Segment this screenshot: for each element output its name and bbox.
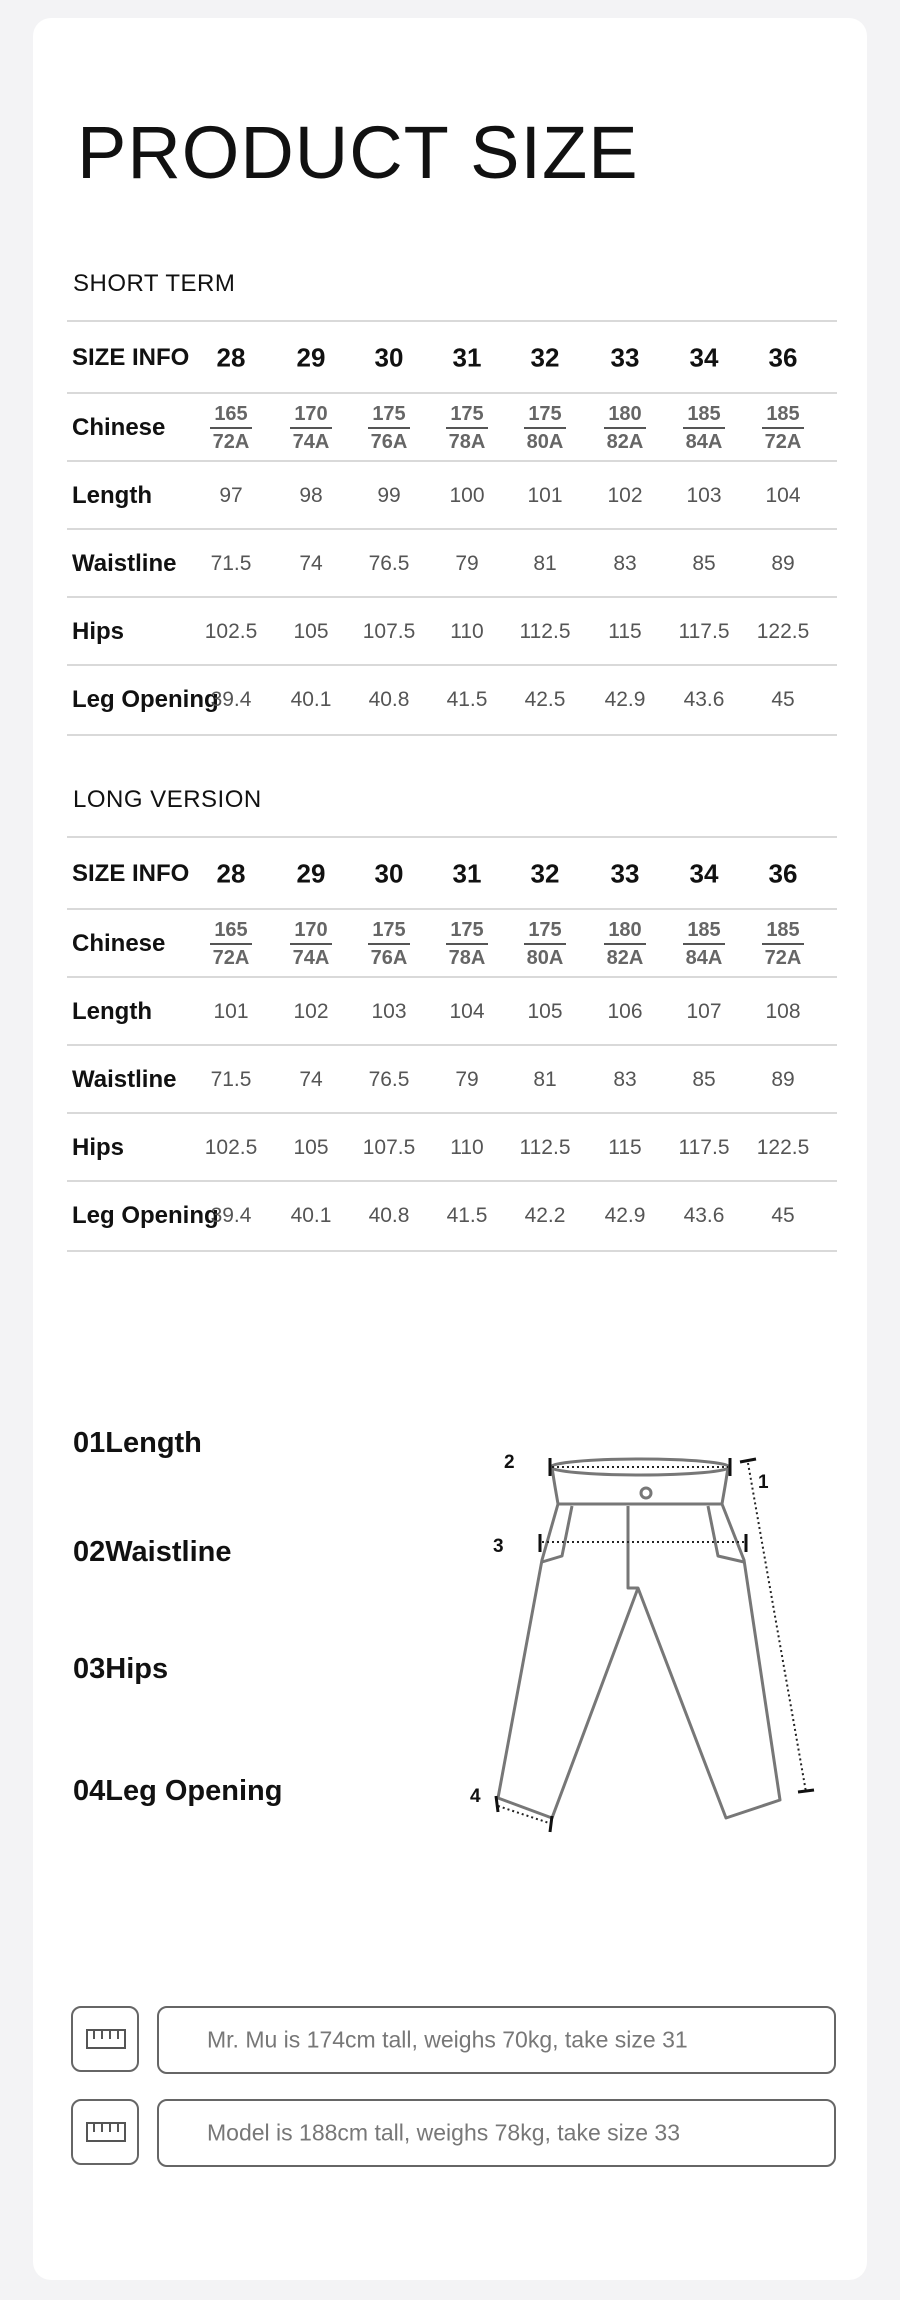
table-row	[67, 460, 837, 530]
measurement-cell: 115	[608, 620, 642, 643]
measurement-cell: 122.5	[756, 1136, 810, 1159]
row-label: Chinese	[72, 414, 166, 441]
chinese-size-cell	[273, 401, 349, 455]
chinese-size-fraction	[368, 401, 409, 455]
body-type-value: 74A	[292, 431, 330, 453]
table-header-row	[67, 320, 837, 394]
measurement-cell: 117.5	[678, 1136, 730, 1159]
chinese-size-fraction	[290, 401, 331, 455]
size-column-header: 33	[610, 342, 640, 373]
marker-2: 2	[504, 1452, 515, 1473]
measurement-cell: 79	[455, 552, 479, 575]
height-value: 175	[524, 917, 565, 945]
table-row	[67, 664, 837, 736]
size-column-header: 33	[610, 858, 640, 889]
measurement-cell: 43.6	[683, 688, 725, 711]
size-column-header: 32	[530, 342, 560, 373]
size-column-header: 31	[452, 342, 482, 373]
measurement-cell: 103	[371, 1000, 407, 1023]
table-row-chinese	[67, 392, 837, 462]
row-label: Waistline	[72, 1066, 177, 1093]
section-title-short: SHORT TERM	[73, 270, 236, 297]
ruler-icon	[71, 2006, 139, 2072]
height-value: 175	[524, 401, 565, 429]
chinese-size-cell	[745, 917, 821, 971]
chinese-size-fraction	[210, 917, 251, 971]
chinese-size-cell	[587, 401, 663, 455]
measurement-cell: 40.8	[368, 688, 410, 711]
measurement-cell: 42.2	[524, 1204, 566, 1227]
measurement-cell: 89	[771, 1068, 795, 1091]
body-type-value: 72A	[764, 947, 802, 969]
row-label: SIZE INFO	[72, 344, 190, 371]
size-column-header: 36	[768, 342, 798, 373]
size-column-header: 31	[452, 858, 482, 889]
measurement-cell: 42.9	[604, 1204, 646, 1227]
measurement-cell: 74	[299, 552, 323, 575]
model-note-text: Model is 188cm tall, weighs 78kg, take size 33	[207, 2119, 681, 2146]
body-type-value: 72A	[212, 431, 250, 453]
chinese-size-fraction	[524, 917, 565, 971]
left-pocket	[542, 1506, 572, 1562]
size-column-header: 34	[689, 858, 719, 889]
button	[641, 1488, 651, 1498]
height-value: 185	[762, 401, 803, 429]
chinese-size-cell	[745, 401, 821, 455]
size-column-header: 28	[216, 858, 246, 889]
measurement-cell: 81	[533, 1068, 557, 1091]
size-column-header: 29	[296, 342, 326, 373]
table-header-row	[67, 836, 837, 910]
height-value: 185	[762, 917, 803, 945]
table-row-chinese	[67, 908, 837, 978]
measurement-cell: 89	[771, 552, 795, 575]
measurement-cell: 107	[686, 1000, 722, 1023]
chinese-size-fraction	[446, 917, 487, 971]
measurement-cell: 41.5	[446, 688, 488, 711]
legend-length: 01Length	[73, 1427, 202, 1459]
chinese-size-fraction	[762, 401, 803, 455]
height-value: 185	[683, 917, 724, 945]
height-value: 165	[210, 917, 251, 945]
chinese-size-cell	[273, 917, 349, 971]
measurement-cell: 112.5	[519, 1136, 571, 1159]
measurement-cell: 39.4	[210, 688, 252, 711]
chinese-size-cell	[351, 401, 427, 455]
measurement-cell: 102	[293, 1000, 329, 1023]
measurement-cell: 104	[765, 484, 801, 507]
chinese-size-fraction	[368, 917, 409, 971]
chinese-size-fraction	[210, 401, 251, 455]
measurement-cell: 103	[686, 484, 722, 507]
legend-hips: 03Hips	[73, 1653, 169, 1685]
measurement-cell: 112.5	[519, 620, 571, 643]
legend-waistline: 02Waistline	[73, 1536, 232, 1568]
measurement-cell: 40.8	[368, 1204, 410, 1227]
body-type-value: 82A	[606, 947, 644, 969]
measurement-cell: 76.5	[368, 1068, 410, 1091]
body-type-value: 84A	[685, 947, 723, 969]
measurement-cell: 102	[607, 484, 643, 507]
table-row	[67, 596, 837, 666]
model-note-2	[157, 2099, 836, 2167]
page-title: PRODUCT SIZE	[77, 111, 639, 194]
body-type-value: 80A	[526, 947, 564, 969]
measurement-cell: 107.5	[362, 620, 416, 643]
chinese-size-fraction	[604, 917, 645, 971]
chinese-size-cell	[429, 401, 505, 455]
measurement-cell: 101	[213, 1000, 249, 1023]
marker-4: 4	[470, 1786, 481, 1807]
table-row	[67, 1112, 837, 1182]
body-type-value: 78A	[448, 947, 486, 969]
row-label: Length	[72, 482, 152, 509]
chinese-size-fraction	[683, 917, 724, 971]
measurement-cell: 40.1	[290, 1204, 332, 1227]
size-column-header: 28	[216, 342, 246, 373]
body-type-value: 82A	[606, 431, 644, 453]
measurement-cell: 42.9	[604, 688, 646, 711]
height-value: 175	[446, 401, 487, 429]
row-label: Waistline	[72, 550, 177, 577]
chinese-size-cell	[193, 401, 269, 455]
measurement-cell: 117.5	[678, 620, 730, 643]
size-column-header: 32	[530, 858, 560, 889]
measurement-cell: 110	[450, 1136, 484, 1159]
table-row	[67, 976, 837, 1046]
model-note-text: Mr. Mu is 174cm tall, weighs 70kg, take size 31	[207, 2026, 688, 2053]
size-column-header: 36	[768, 858, 798, 889]
measurement-cell: 110	[450, 620, 484, 643]
measurement-cell: 97	[219, 484, 243, 507]
measurement-cell: 71.5	[210, 552, 252, 575]
row-label: Leg Opening	[72, 686, 219, 713]
measurement-cell: 99	[377, 484, 401, 507]
measurement-cell: 107.5	[362, 1136, 416, 1159]
measurement-cell: 42.5	[524, 688, 566, 711]
chinese-size-fraction	[446, 401, 487, 455]
measurement-cell: 71.5	[210, 1068, 252, 1091]
size-column-header: 30	[374, 342, 404, 373]
body-type-value: 76A	[370, 431, 408, 453]
legend-leg-opening: 04Leg Opening	[73, 1775, 283, 1807]
chinese-size-cell	[666, 401, 742, 455]
measurement-cell: 102.5	[204, 1136, 258, 1159]
chinese-size-fraction	[683, 401, 724, 455]
size-column-header: 30	[374, 858, 404, 889]
row-label: Chinese	[72, 930, 166, 957]
measurement-cell: 105	[293, 1136, 329, 1159]
measurement-cell: 83	[613, 552, 637, 575]
ruler-icon	[71, 2099, 139, 2165]
length-dotted	[748, 1463, 806, 1792]
measurement-cell: 102.5	[204, 620, 258, 643]
body-type-value: 78A	[448, 431, 486, 453]
height-value: 180	[604, 401, 645, 429]
measurement-cell: 98	[299, 484, 323, 507]
trousers-measurement-diagram	[460, 1440, 820, 1840]
chinese-size-cell	[666, 917, 742, 971]
row-label: Leg Opening	[72, 1202, 219, 1229]
height-value: 175	[368, 401, 409, 429]
chinese-size-fraction	[762, 917, 803, 971]
body-type-value: 84A	[685, 431, 723, 453]
measurement-cell: 105	[527, 1000, 563, 1023]
chinese-size-cell	[193, 917, 269, 971]
measurement-cell: 101	[527, 484, 563, 507]
height-value: 175	[446, 917, 487, 945]
measurement-cell: 108	[765, 1000, 801, 1023]
height-value: 165	[210, 401, 251, 429]
row-label: Hips	[72, 1134, 125, 1161]
table-row	[67, 528, 837, 598]
body-type-value: 80A	[526, 431, 564, 453]
measurement-cell: 85	[692, 1068, 716, 1091]
measurement-cell: 85	[692, 552, 716, 575]
measurement-cell: 76.5	[368, 552, 410, 575]
section-title-long: LONG VERSION	[73, 786, 262, 813]
table-row	[67, 1044, 837, 1114]
chinese-size-cell	[429, 917, 505, 971]
measurement-cell: 45	[771, 688, 795, 711]
measurement-cell: 105	[293, 620, 329, 643]
measurement-cell: 39.4	[210, 1204, 252, 1227]
body-type-value: 74A	[292, 947, 330, 969]
table-row	[67, 1180, 837, 1252]
body-type-value: 76A	[370, 947, 408, 969]
fly-line	[628, 1506, 638, 1588]
measurement-cell: 81	[533, 552, 557, 575]
chinese-size-cell	[507, 917, 583, 971]
marker-3: 3	[493, 1536, 504, 1557]
measurement-cell: 122.5	[756, 620, 810, 643]
row-label: SIZE INFO	[72, 860, 190, 887]
measurement-cell: 40.1	[290, 688, 332, 711]
measurement-cell: 83	[613, 1068, 637, 1091]
chinese-size-cell	[507, 401, 583, 455]
measurement-cell: 100	[449, 484, 485, 507]
measurement-cell: 106	[607, 1000, 643, 1023]
row-label: Hips	[72, 618, 125, 645]
measurement-cell: 74	[299, 1068, 323, 1091]
chinese-size-fraction	[524, 401, 565, 455]
height-value: 170	[290, 917, 331, 945]
measurement-cell: 79	[455, 1068, 479, 1091]
measurement-cell: 43.6	[683, 1204, 725, 1227]
chinese-size-fraction	[290, 917, 331, 971]
measurement-cell: 115	[608, 1136, 642, 1159]
chinese-size-cell	[587, 917, 663, 971]
chinese-size-cell	[351, 917, 427, 971]
chinese-size-fraction	[604, 401, 645, 455]
height-value: 180	[604, 917, 645, 945]
height-value: 170	[290, 401, 331, 429]
measurement-cell: 104	[449, 1000, 485, 1023]
measurement-cell: 45	[771, 1204, 795, 1227]
size-column-header: 34	[689, 342, 719, 373]
row-label: Length	[72, 998, 152, 1025]
height-value: 185	[683, 401, 724, 429]
body-type-value: 72A	[212, 947, 250, 969]
size-column-header: 29	[296, 858, 326, 889]
height-value: 175	[368, 917, 409, 945]
model-note-1	[157, 2006, 836, 2074]
measurement-cell: 41.5	[446, 1204, 488, 1227]
body-type-value: 72A	[764, 431, 802, 453]
marker-1: 1	[758, 1472, 769, 1493]
